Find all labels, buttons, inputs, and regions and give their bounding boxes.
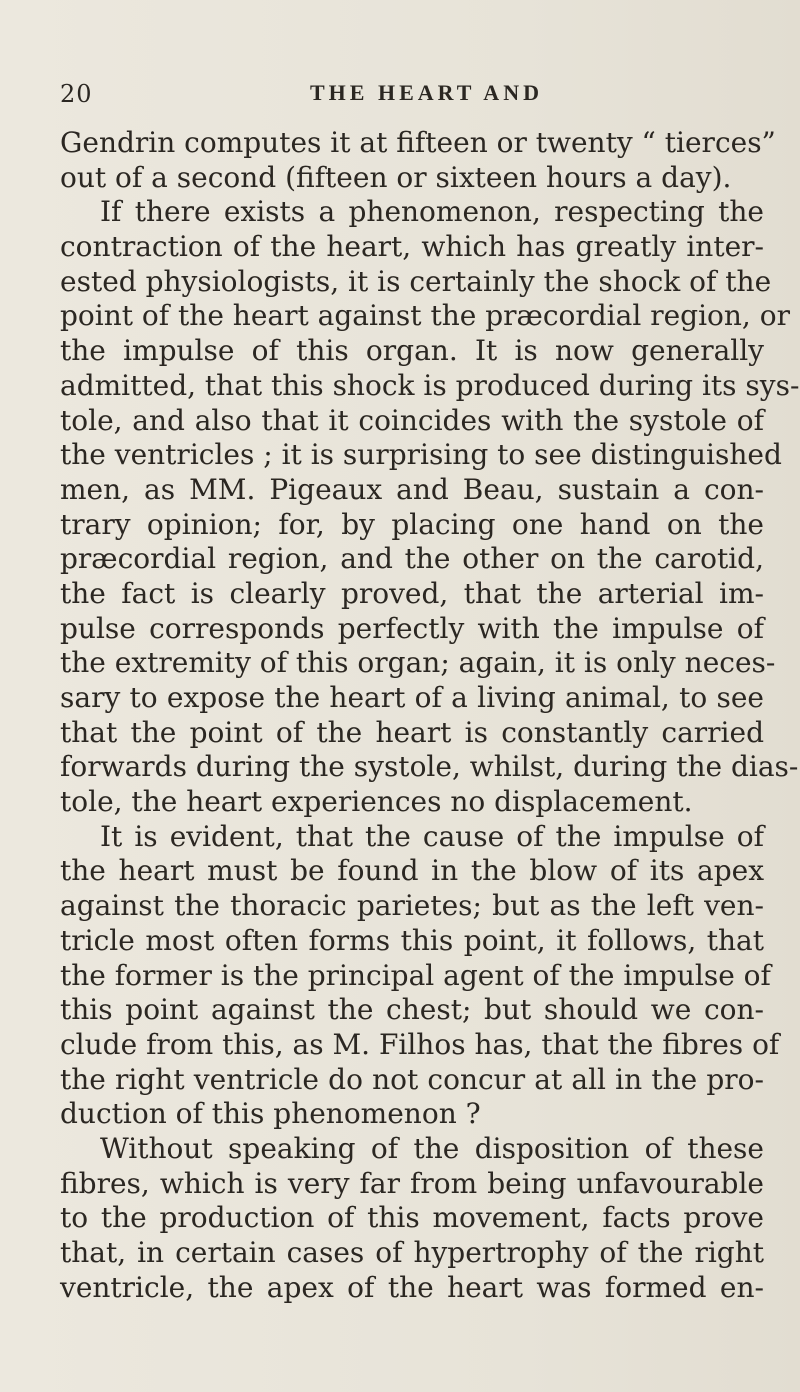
text-line: pulse corresponds perfectly with the impulse of [60,611,764,645]
text-line: trary opinion; for, by placing one hand on the [60,507,764,541]
text-line: sary to expose the heart of a living animal, to see [60,681,764,714]
text-line: out of a second (fifteen or sixteen hours a day). [60,160,732,194]
text-line: men, as MM. Pigeaux and Beau, sustain a con- [60,472,764,506]
text-line: this point against the chest; but should we con- [60,993,764,1027]
text-line: the ventricles ; it is surprising to see distinguished [60,438,782,472]
running-head [60,0,764,126]
text-line: tricle most often forms this point, it follows, that [60,923,764,957]
text-line: ventricle, the apex of the heart was formed en- [60,1270,764,1304]
running-title: THE HEART AND [310,80,543,105]
text-line: clude from this, as M. Filhos has, that the fibres of [60,1027,780,1061]
text-line: the impulse of this organ. It is now generally [60,334,764,368]
text-line: contraction of the heart, which has greatly inter- [60,230,764,264]
body-text [60,126,800,1305]
text-line: duction of this phenomenon ? [60,1097,481,1131]
text-line: point of the heart against the præcordial region, or [60,299,790,333]
text-line: forwards during the systole, whilst, during the dias- [60,750,799,784]
text-line: tole, the heart experiences no displacement. [60,785,693,819]
text-line: the right ventricle do not concur at all in the pro- [60,1062,764,1096]
text-line: the former is the principal agent of the impulse of [60,958,771,992]
text-line: tole, and also that it coincides with the systole of [60,403,764,437]
text-line: that, in certain cases of hypertrophy of the right [60,1236,764,1269]
text-line: ested physiologists, it is certainly the shock of the [60,264,772,298]
text-line: the extremity of this organ; again, it is only neces- [60,646,776,680]
paragraph-start-line: Without speaking of the disposition of these [100,1131,764,1165]
paragraph-start-line: It is evident, that the cause of the impulse of [100,819,764,853]
text-line: Gendrin computes it at fifteen or twenty “ tierces” [60,126,776,159]
page-number: 20 [60,80,93,108]
text-line: præcordial region, and the other on the carotid, [60,542,764,576]
text-line: admitted, that this shock is produced during its sys- [60,368,800,402]
text-line: against the thoracic parietes; but as the left ven- [60,889,764,923]
text-line: the heart must be found in the blow of its apex [60,854,764,888]
paragraph-start-line: If there exists a phenomenon, respecting the [100,195,764,229]
text-line: to the production of this movement, facts prove [60,1201,764,1235]
text-line: that the point of the heart is constantly carried [60,715,764,749]
text-line: the fact is clearly proved, that the arterial im- [60,576,764,610]
text-line: fibres, which is very far from being unfavourable [60,1166,764,1200]
